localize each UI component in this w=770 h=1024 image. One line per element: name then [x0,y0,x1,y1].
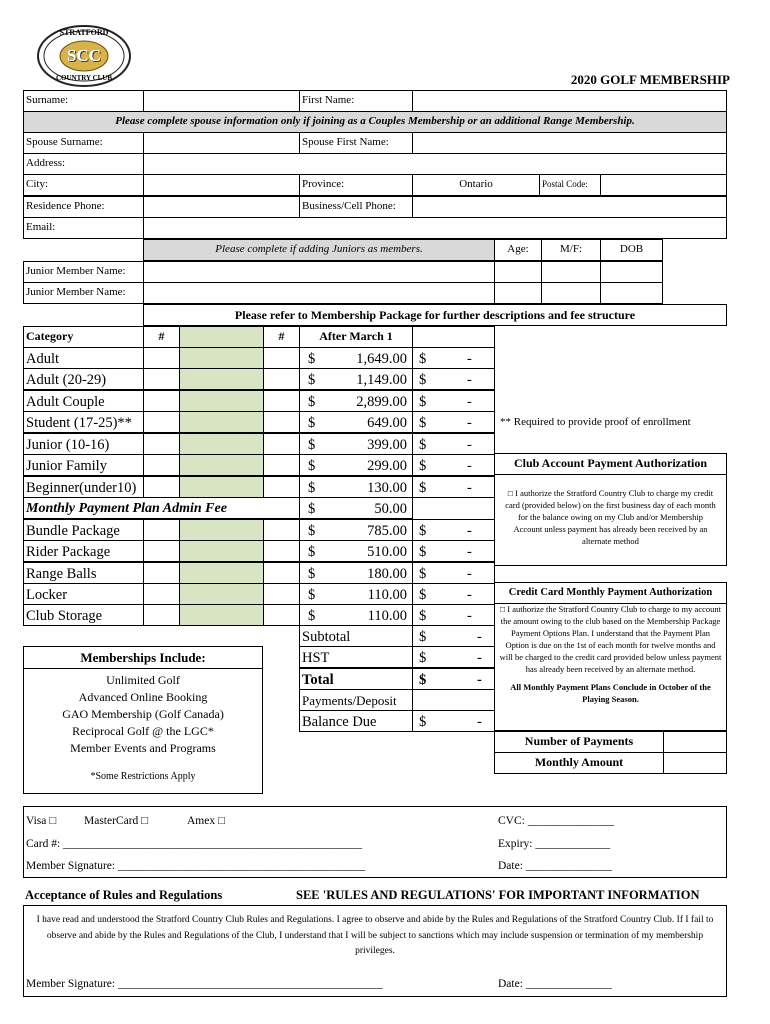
fee-currency: $ [308,415,316,431]
enrollment-note: ** Required to provide proof of enrollment [500,416,691,428]
junior-mf-field-1[interactable] [541,261,601,283]
subtotal-dash: - [477,629,482,645]
fee-count-field-4[interactable] [143,433,180,455]
fee-amount-0 [299,347,413,369]
fee-green-field-0[interactable] [179,347,264,369]
club-auth-box[interactable]: □ I authorize the Stratford Country Club to charge my credit card (provided below) on the first business day of each month for the balance owing on my Club and/or Membership Account unless payment has already been received by an alternate method [494,474,727,566]
fee-count-field-3[interactable] [143,411,180,433]
hst-value[interactable] [412,646,495,668]
rules-text: I have read and understood the Stratford Country Club Rules and Regulations. I agree to observe and abide by the Rules and Regulations of the Stratford Country Club. If I fail to observe and abide by the Rules and Regulations of the Club, I understand that I will be subject to sanctions which may include suspension or termination of my membership privileges. [36,915,714,956]
fee-count-field-11[interactable] [143,583,180,605]
junior-mf-field-2[interactable] [541,282,601,304]
fee-currency: $ [308,523,316,539]
fee-count2-field-1[interactable] [263,368,300,390]
fee-total-field-6[interactable] [412,476,495,498]
mastercard-checkbox[interactable]: MasterCard □ [84,815,149,827]
cvc-field[interactable]: CVC: _______________ [498,815,614,827]
fee-green-field-5[interactable] [179,454,264,476]
balance-value[interactable] [412,710,495,732]
fee-count-field-1[interactable] [143,368,180,390]
junior-name-field-1[interactable] [143,261,495,283]
fee-amount-1 [299,368,413,390]
fee-amount-2 [299,390,413,412]
fee-total-dash: - [467,608,472,624]
fee-green-field-11[interactable] [179,583,264,605]
fee-green-field-6[interactable] [179,476,264,498]
fee-currency: $ [308,501,316,517]
includes-note: *Some Restrictions Apply [90,771,196,782]
fee-count2-field-4[interactable] [263,433,300,455]
fee-amount-value: 110.00 [367,587,407,603]
total-dash: - [477,672,482,688]
fee-total-dash: - [467,372,472,388]
spouse-first-label: Spouse First Name: [299,132,413,154]
fee-total-field-9[interactable] [412,540,495,562]
fee-category-10: Range Balls [23,562,144,584]
fee-currency: $ [308,458,316,474]
fee-count-field-8[interactable] [143,519,180,541]
surname-label: Surname: [23,90,144,112]
subtotal-value[interactable] [412,625,495,647]
fee-count-field-9[interactable] [143,540,180,562]
fee-category-5: Junior Family [23,454,144,476]
fee-total-currency: $ [419,372,427,388]
fee-amount-value: 649.00 [367,415,407,431]
biz-phone-field[interactable] [412,196,727,218]
junior-age-field-2[interactable] [494,282,542,304]
fee-green-field-4[interactable] [179,433,264,455]
amex-checkbox[interactable]: Amex □ [187,815,225,827]
fee-total-field-8[interactable] [412,519,495,541]
fee-total-field-4[interactable] [412,433,495,455]
province-label: Province: [299,174,413,196]
fee-amount-value: 50.00 [374,501,407,517]
fee-amount-3 [299,411,413,433]
include-item: Reciprocal Golf @ the LGC* [72,724,214,738]
club-auth-title: Club Account Payment Authorization [494,453,727,475]
fee-green-field-1[interactable] [179,368,264,390]
balance-dash: - [477,714,482,730]
fee-count2-field-12[interactable] [263,604,300,626]
fee-count-field-6[interactable] [143,476,180,498]
fee-green-field-10[interactable] [179,562,264,584]
includes-box [23,646,263,794]
monthly-amount-label: Monthly Amount [494,752,664,774]
postal-field[interactable] [600,174,727,196]
fee-category-4: Junior (10-16) [23,433,144,455]
credit-card-box [23,806,727,878]
fee-total-currency: $ [419,351,427,367]
includes-title: Memberships Include: [24,647,262,669]
fee-total-currency: $ [419,437,427,453]
fee-total-dash: - [467,394,472,410]
fee-total-field-0[interactable] [412,347,495,369]
fee-amount-value: 2,899.00 [356,394,407,410]
city-label: City: [23,174,144,196]
fee-total-currency: $ [419,523,427,539]
payments-label: Payments/Deposit [299,689,413,711]
res-phone-label: Residence Phone: [23,196,144,218]
category-header: Category [23,326,144,348]
includes-list [24,669,262,757]
junior-name-field-2[interactable] [143,282,495,304]
junior-name-label-1: Junior Member Name: [23,261,144,283]
fee-category-7: Monthly Payment Plan Admin Fee [23,497,300,519]
cc-auth-title: Credit Card Monthly Payment Authorization [494,582,727,604]
card-date-field[interactable]: Date: _______________ [498,860,613,872]
fee-count-field-10[interactable] [143,562,180,584]
juniors-note: Please complete if adding Juniors as members. [143,239,495,261]
fee-count2-field-0[interactable] [263,347,300,369]
address-label: Address: [23,153,144,175]
fee-currency: $ [308,351,316,367]
first-name-field[interactable] [412,90,727,112]
fee-category-1: Adult (20-29) [23,368,144,390]
fee-amount-8 [299,519,413,541]
expiry-field[interactable]: Expiry: _____________ [498,838,611,850]
dob-header: DOB [600,239,663,261]
fee-total-field-10[interactable] [412,562,495,584]
fee-total-dash: - [467,415,472,431]
fee-total-currency: $ [419,566,427,582]
fee-amount-value: 130.00 [367,480,407,496]
fee-count2-field-11[interactable] [263,583,300,605]
total-value[interactable] [412,668,495,690]
fee-green-field-9[interactable] [179,540,264,562]
fee-currency: $ [308,372,316,388]
fee-amount-10 [299,562,413,584]
postal-label: Postal Code: [539,174,601,196]
fee-category-8: Bundle Package [23,519,144,541]
fee-green-field-12[interactable] [179,604,264,626]
fee-category-12: Club Storage [23,604,144,626]
hst-currency: $ [419,650,427,666]
num-payments-field[interactable] [663,731,727,753]
fee-total-currency: $ [419,587,427,603]
fee-total-dash: - [467,458,472,474]
spouse-first-field[interactable] [412,132,727,154]
fee-green-field-3[interactable] [179,411,264,433]
province-field[interactable]: Ontario [412,174,540,196]
fee-amount-7 [299,497,413,519]
junior-name-label-2: Junior Member Name: [23,282,144,304]
count-header-1: # [143,326,180,348]
after-total-header [412,326,495,348]
fee-currency: $ [308,480,316,496]
fee-amount-value: 399.00 [367,437,407,453]
card-signature-field[interactable]: Member Signature: ___________________________________________ [26,860,366,872]
fee-green-field-8[interactable] [179,519,264,541]
total-label: Total [299,668,413,690]
res-phone-field[interactable] [143,196,300,218]
junior-dob-field-1[interactable] [600,261,663,283]
fee-count2-field-5[interactable] [263,454,300,476]
include-item: GAO Membership (Golf Canada) [62,707,224,721]
logo-initials: SCC [66,46,101,65]
fee-total-currency: $ [419,458,427,474]
fee-category-3: Student (17-25)** [23,411,144,433]
rules-see: SEE 'RULES AND REGULATIONS' FOR IMPORTANT INFORMATION [296,888,700,902]
green-header-cell [179,326,264,348]
subtotal-currency: $ [419,629,427,645]
rules-signature-field[interactable]: Member Signature: ______________________________________________ [26,978,383,990]
balance-label: Balance Due [299,710,413,732]
fee-total-field-11[interactable] [412,583,495,605]
age-header: Age: [494,239,542,261]
include-item: Unlimited Golf [106,673,180,687]
mf-header: M/F: [541,239,601,261]
fee-amount-value: 785.00 [367,523,407,539]
fee-category-6: Beginner(under10) [23,476,144,498]
fee-count2-field-8[interactable] [263,519,300,541]
fee-amount-value: 1,649.00 [356,351,407,367]
cc-auth-conclude: All Monthly Payment Plans Conclude in October of the Playing Season. [510,682,711,704]
balance-currency: $ [419,714,427,730]
fee-count-field-5[interactable] [143,454,180,476]
count-header-2: # [263,326,300,348]
fee-amount-12 [299,604,413,626]
rules-title: Acceptance of Rules and Regulations [25,888,223,902]
fee-currency: $ [308,566,316,582]
fee-amount-4 [299,433,413,455]
fee-total-dash: - [467,544,472,560]
club-logo [36,24,132,88]
form-title: 2020 GOLF MEMBERSHIP [570,72,730,87]
fee-total-currency: $ [419,415,427,431]
cc-auth-box[interactable] [494,603,727,731]
fee-category-2: Adult Couple [23,390,144,412]
payments-value[interactable] [412,689,495,711]
fee-total-dash: - [467,437,472,453]
fee-count2-field-2[interactable] [263,390,300,412]
fee-total-dash: - [467,566,472,582]
fee-total-dash: - [467,523,472,539]
total-currency: $ [419,672,427,688]
fee-total-currency: $ [419,480,427,496]
fee-total-dash: - [467,351,472,367]
fee-green-field-2[interactable] [179,390,264,412]
spouse-surname-label: Spouse Surname: [23,132,144,154]
refer-banner: Please refer to Membership Package for further descriptions and fee structure [143,304,727,326]
fee-count2-field-10[interactable] [263,562,300,584]
subtotal-label: Subtotal [299,625,413,647]
fee-amount-value: 299.00 [367,458,407,474]
fee-amount-11 [299,583,413,605]
first-name-label: First Name: [299,90,413,112]
biz-phone-label: Business/Cell Phone: [299,196,413,218]
fee-total-currency: $ [419,608,427,624]
num-payments-label: Number of Payments [494,731,664,753]
fee-currency: $ [308,394,316,410]
spouse-note: Please complete spouse information only if joining as a Couples Membership or an additional Range Membership. [23,111,727,133]
logo-line2: COUNTRY CLUB [55,74,113,82]
fee-currency: $ [308,587,316,603]
hst-label: HST [299,646,413,668]
email-field[interactable] [143,217,727,239]
card-number-field[interactable]: Card #: ____________________________________________________ [26,838,363,850]
fee-currency: $ [308,608,316,624]
fee-total-currency: $ [419,544,427,560]
fee-total-currency: $ [419,394,427,410]
fee-total-field-3[interactable] [412,411,495,433]
logo-line1: STRATFORD [59,28,109,37]
surname-field[interactable] [143,90,300,112]
cc-auth-text: □ I authorize the Stratford Country Club to charge to my account the amount owing to the club based on the Membership Package Payment Options Plan. I understand that the Payment Plan Option is due on the 1st of each month for twelve months and will be charged to the credit card provided below unless payment has already been received by an alternate method. [499,604,722,674]
fee-amount-9 [299,540,413,562]
rules-box [23,905,727,997]
fee-amount-5 [299,454,413,476]
city-field[interactable] [143,174,300,196]
fee-count2-field-3[interactable] [263,411,300,433]
fee-total-dash: - [467,587,472,603]
visa-checkbox[interactable]: Visa □ [26,815,57,827]
address-field[interactable] [143,153,727,175]
junior-age-field-1[interactable] [494,261,542,283]
fee-amount-value: 510.00 [367,544,407,560]
fee-category-0: Adult [23,347,144,369]
fee-total-field-2[interactable] [412,390,495,412]
fee-amount-6 [299,476,413,498]
junior-dob-field-2[interactable] [600,282,663,304]
hst-dash: - [477,650,482,666]
fee-count2-field-6[interactable] [263,476,300,498]
fee-amount-value: 110.00 [367,608,407,624]
fee-count-field-0[interactable] [143,347,180,369]
fee-count-field-12[interactable] [143,604,180,626]
monthly-amount-field[interactable] [663,752,727,774]
spouse-surname-field[interactable] [143,132,300,154]
email-label: Email: [23,217,144,239]
fee-amount-value: 180.00 [367,566,407,582]
fee-category-11: Locker [23,583,144,605]
rules-date-field[interactable]: Date: _______________ [498,978,613,990]
fee-total-field-5[interactable] [412,454,495,476]
fee-count-field-2[interactable] [143,390,180,412]
fee-currency: $ [308,437,316,453]
fee-total-field-12[interactable] [412,604,495,626]
fee-category-9: Rider Package [23,540,144,562]
after-march-header: After March 1 [299,326,413,348]
fee-count2-field-9[interactable] [263,540,300,562]
fee-total-field-1[interactable] [412,368,495,390]
fee-total-dash: - [467,480,472,496]
fee-currency: $ [308,544,316,560]
include-item: Advanced Online Booking [78,690,208,704]
include-item: Member Events and Programs [70,741,216,755]
fee-amount-value: 1,149.00 [356,372,407,388]
